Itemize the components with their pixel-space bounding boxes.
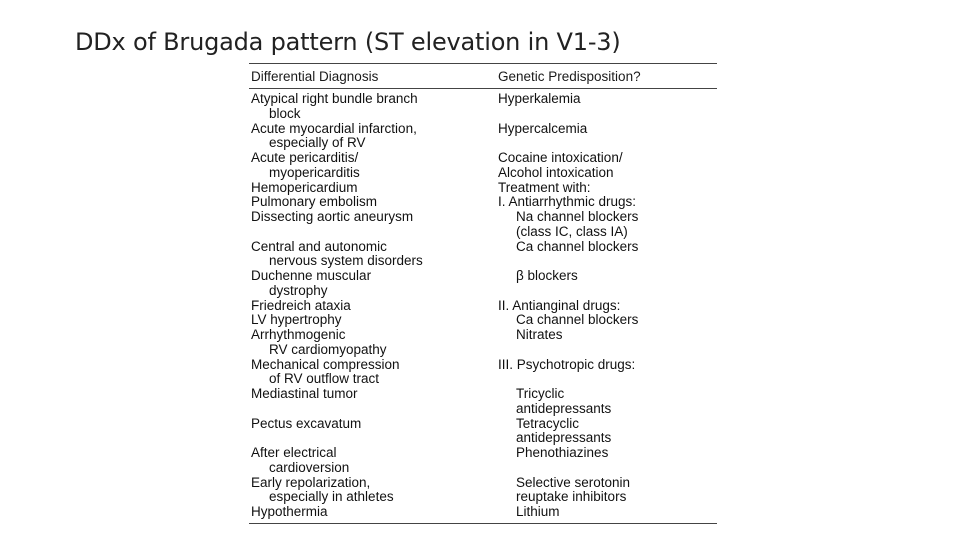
genetic-line: Hyperkalemia — [498, 91, 581, 106]
genetic-line: Na channel blockers — [516, 209, 639, 224]
genetic-line: Treatment with: — [498, 179, 591, 195]
genetic-line: Selective serotonin — [516, 474, 631, 490]
differential-line: cardioversion — [269, 459, 350, 475]
table-top-rule — [249, 63, 717, 64]
differential-line: block — [269, 105, 301, 121]
genetic-line — [498, 343, 718, 358]
header-differential-diagnosis: Differential Diagnosis — [251, 69, 379, 84]
genetic-line — [498, 107, 718, 122]
genetic-line — [498, 136, 718, 151]
differential-line: Hemopericardium — [251, 179, 358, 195]
differential-line: Mediastinal tumor — [251, 386, 358, 401]
differential-line: After electrical — [251, 445, 337, 460]
genetic-line: I. Antiarrhythmic drugs: — [498, 194, 637, 210]
genetic-line: (class IC, class IA) — [516, 223, 628, 239]
differential-line: Acute myocardial infarction, — [251, 120, 417, 136]
differential-line: Duchenne muscular — [251, 268, 372, 283]
differential-line: myopericarditis — [269, 164, 360, 180]
differential-line: Arrhythmogenic — [251, 327, 346, 342]
genetic-line — [498, 284, 718, 299]
differential-line — [251, 431, 491, 446]
differential-line: Mechanical compression — [251, 356, 400, 372]
table-bottom-rule — [249, 523, 717, 524]
ddx-table — [249, 63, 717, 525]
differential-line: nervous system disorders — [269, 253, 423, 269]
differential-line: Pectus excavatum — [251, 415, 362, 431]
genetic-line — [498, 461, 718, 476]
genetic-line: Lithium — [516, 504, 560, 519]
genetic-line — [498, 372, 718, 387]
header-genetic-predisposition: Genetic Predisposition? — [498, 69, 641, 84]
slide-title: DDx of Brugada pattern (ST elevation in V1-3) — [75, 28, 621, 56]
genetic-line: III. Psychotropic drugs: — [498, 356, 636, 372]
genetic-line: β blockers — [516, 268, 578, 283]
differential-line: Friedreich ataxia — [251, 297, 351, 313]
differential-line: Atypical right bundle branch — [251, 91, 418, 106]
genetic-line: Tetracyclic — [516, 415, 580, 431]
differential-line: especially in athletes — [269, 489, 394, 505]
differential-line — [251, 402, 491, 417]
genetic-line: reuptake inhibitors — [516, 489, 627, 505]
genetic-line: Nitrates — [516, 327, 563, 342]
genetic-line: Ca channel blockers — [516, 312, 639, 328]
genetic-column — [498, 92, 718, 520]
differential-line: Pulmonary embolism — [251, 194, 378, 210]
genetic-line: antidepressants — [516, 400, 612, 416]
differential-column — [251, 92, 491, 520]
differential-line: Acute pericarditis/ — [251, 150, 359, 165]
differential-line: Hypothermia — [251, 504, 328, 519]
differential-line: RV cardiomyopathy — [269, 341, 387, 357]
differential-line — [251, 225, 491, 240]
genetic-line: Cocaine intoxication/ — [498, 150, 623, 165]
genetic-line: Tricyclic — [516, 386, 565, 401]
differential-line: Dissecting aortic aneurysm — [251, 209, 414, 224]
genetic-line: antidepressants — [516, 430, 612, 446]
genetic-line: Ca channel blockers — [516, 238, 639, 254]
differential-line: especially of RV — [269, 135, 366, 151]
differential-line: Central and autonomic — [251, 238, 387, 254]
genetic-line: Hypercalcemia — [498, 120, 588, 136]
table-header-rule — [249, 88, 717, 89]
genetic-line — [498, 254, 718, 269]
differential-line: of RV outflow tract — [269, 371, 380, 387]
differential-line: Early repolarization, — [251, 474, 371, 490]
genetic-line: II. Antianginal drugs: — [498, 297, 621, 313]
differential-line: LV hypertrophy — [251, 312, 342, 328]
differential-line: dystrophy — [269, 282, 328, 298]
genetic-line: Alcohol intoxication — [498, 164, 614, 180]
genetic-line: Phenothiazines — [516, 445, 609, 460]
